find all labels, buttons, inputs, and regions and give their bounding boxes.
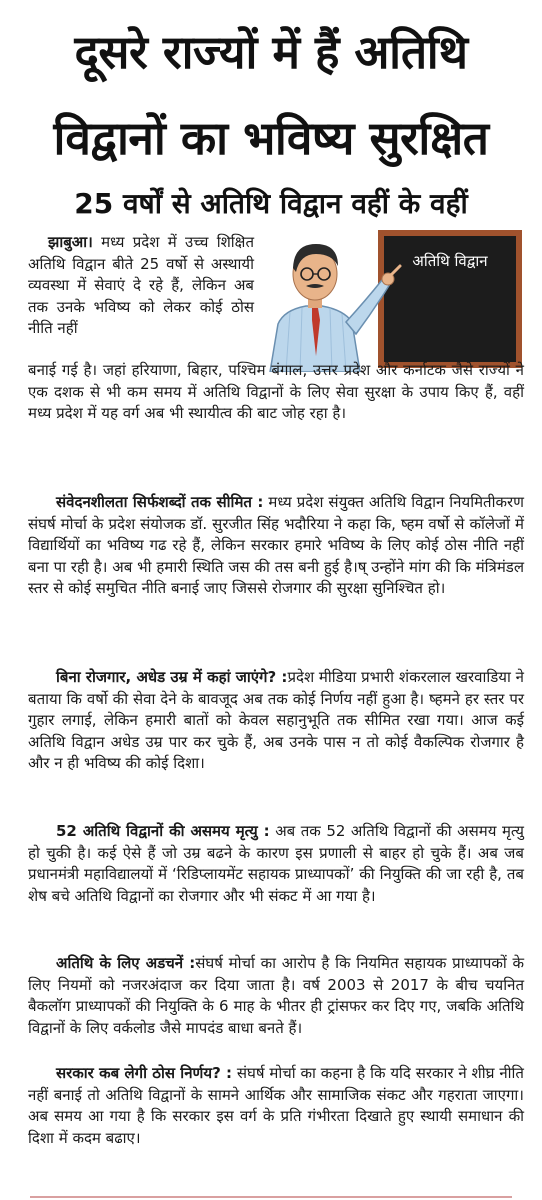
paragraph-6-body: संघर्ष मोर्चा का कहना है कि यदि सरकार ने शीघ्र नीति नहीं बनाई तो अतिथि विद्वानों के सामने आर्थिक और सामाजिक संकट और गहराता जाएगा। अब समय आ गया है कि सरकार इस वर्ग के प्रति गंभीरता दिखाते हुए स्थायी समाधान की दिशा में कदम बढाए। xyxy=(28,1064,524,1147)
paragraph-6-lead: सरकार कब लेगी ठोस निर्णय? : xyxy=(56,1064,233,1082)
subheadline: 25 वर्षों से अतिथि विद्वान वहीं के वहीं xyxy=(74,187,468,220)
article-paragraph-1-rest xyxy=(28,360,524,425)
paragraph-5-lead: अतिथि के लिए अडचनें : xyxy=(56,954,196,972)
blackboard-text: अतिथि विद्वान xyxy=(412,252,488,270)
paragraph-5-body: संघर्ष मोर्चा का आरोप है कि नियमित सहायक प्राध्यापकों के लिए नियमों को नजरअंदाज कर दिया जाता है। वर्ष 2003 से 2017 के बीच चयनित बैकलॉग प्राध्यापकों की नियुक्ति के 6 माह के भीतर ही ट्रांसफर कर दिए गए, जबकि अतिथि विद्वानों के लिए वर्कलोड जैसे मापदंड बाधा बनते हैं। xyxy=(28,954,524,1037)
article-paragraph-2 xyxy=(28,492,524,600)
paragraph-2-body: मध्य प्रदेश संयुक्त अतिथि विद्वान नियमितीकरण संघर्ष मोर्चा के प्रदेश संयोजक डॉ. सुरजीत सिंह भदौरिया ने कहा कि, ष्हम वर्षो से कॉलेजों में विद्यार्थियों का भविष्य गढ रहे हैं, लेकिन सरकार हमारे भविष्य के लिए कोई ठोस नीति नहीं बना पा रही है। अब भी हमारी स्थिति जस की तस बनी हुई है।ष् उन्होंने मांग की कि मंत्रिमंडल स्तर से कोई समुचित नीति बनाई जाए जिससे रोजगार की सुरक्षा सुनिश्चित हो। xyxy=(28,493,524,597)
headline-line-2: विद्वानों का भविष्य सुरक्षित xyxy=(53,111,489,165)
headline-line-1: दूसरे राज्यों में हैं अतिथि xyxy=(74,25,468,79)
article-paragraph-5 xyxy=(28,953,524,1039)
paragraph-3-body: प्रदेश मीडिया प्रभारी शंकरलाल खरवाडिया ने बताया कि वर्षो की सेवा देने के बावजूद अब तक कोई निर्णय नहीं हुआ है। ष्हमने हर स्तर पर गुहार लगाई, लेकिन हमारी बातों को केवल सहानुभूति तक सीमित रखा गया। आज कई अतिथि विद्वान अधेड उम्र पार कर चुके हैं, अब उनके पास न तो कोई वैकल्पिक रोजगार है और न ही भविष्य की कोई दिशा। xyxy=(28,668,524,772)
teacher-illustration-svg xyxy=(260,226,524,372)
paragraph-1-wrapped-text: मध्य प्रदेश में उच्च शिक्षित अतिथि विद्वान बीते 25 वर्षो से अस्थायी व्यवस्था में सेवाएं दे रहे हैं, लेकिन अब तक उनके भविष्य को लेकर कोई ठोस नीति नहीं xyxy=(28,233,254,337)
footer-rule xyxy=(30,1196,512,1198)
paragraph-1-rest-text: बनाई गई है। जहां हरियाणा, बिहार, पश्चिम बंगाल, उत्तर प्रदेश और कर्नाटक जैसे राज्यों ने एक दशक से भी कम समय में अतिथि विद्वानों के लिए सेवा सुरक्षा के उपाय किए हैं, वहीं मध्य प्रदेश में यह वर्ग अब भी स्थायीत्व की बाट जोह रहा है। xyxy=(28,361,524,422)
article-paragraph-1-top xyxy=(28,232,254,340)
article-paragraph-3 xyxy=(28,667,524,775)
article-paragraph-6 xyxy=(28,1063,524,1149)
teacher-blackboard-illustration xyxy=(260,226,524,372)
dateline: झाबुआ। xyxy=(48,233,93,251)
paragraph-2-lead: संवेदनशीलता सिर्फशब्दों तक सीमित : xyxy=(56,493,264,511)
article-paragraph-4 xyxy=(28,821,524,907)
paragraph-4-body: अब तक 52 अतिथि विद्वानों की असमय मृत्यु हो चुकी है। कई ऐसे हैं जो उम्र बढने के कारण इस प्रणाली से बाहर हो चुके हैं। अब जब प्रधानमंत्री महाविद्यालयों में ‘रिडिप्लायमेंट सहायक प्राध्यापकों’ की नियुक्ति की जा रही है, तब शेष बचे अतिथि विद्वानों का रोजगार और भी संकट में आ गया है। xyxy=(28,822,524,905)
paragraph-4-lead: 52 अतिथि विद्वानों की असमय मृत्यु : xyxy=(56,822,270,840)
paragraph-3-lead: बिना रोजगार, अधेड उम्र में कहां जाएंगे? : xyxy=(56,668,288,686)
